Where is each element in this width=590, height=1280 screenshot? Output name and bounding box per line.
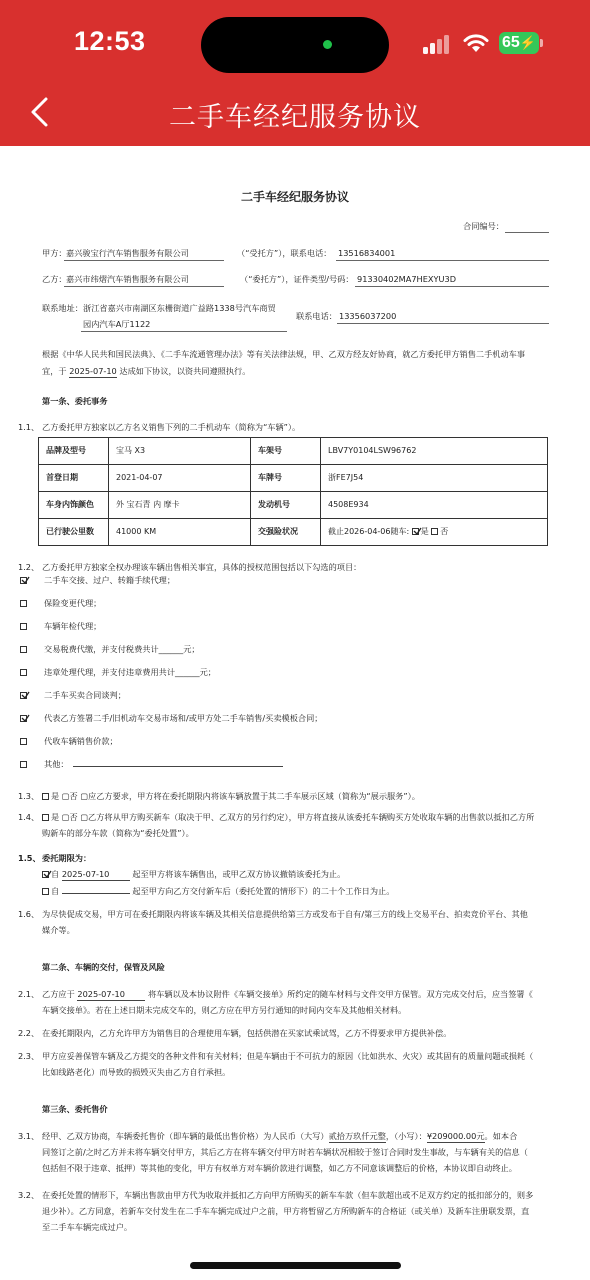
table-header-cell: 首登日期 [39,465,109,492]
clause-2-1-prefix: 乙方应于 [42,989,75,999]
term-b-prefix: 自 [51,886,60,896]
address-phone-label: 联系电话： [296,311,337,321]
insurance-cell [321,519,548,546]
authorization-option [20,758,283,770]
clause-1-4-number: 1.4、 [18,812,40,822]
authorization-option [20,689,126,701]
clause-3-2-line-3: 至二手车车辆完成过户。 [42,1222,133,1232]
article-2-title: 第二条、车辆的交付，保管及风险 [42,962,165,972]
clause-3-1-prefix: 经甲、乙双方协商，车辆委托售价（即车辆的最低出售价格）为人民币（大写） [42,1131,329,1141]
option-checkbox[interactable] [20,692,27,699]
clause-1-3-number: 1.3、 [18,791,40,801]
clause-2-2-text: 在委托期限内，乙方允许甲方为销售目的合理使用车辆，包括供潜在买家试乘试驾，乙方不得要求甲方提供补偿。 [42,1028,452,1038]
intro-line-2 [42,365,250,378]
contract-no-field [505,232,549,233]
term-option-b [42,884,394,897]
option-label: 代收车辆销售价款； [44,736,118,746]
table-row [39,492,548,519]
clause-2-3-text-1: 甲方应妥善保管车辆及乙方提交的各种文件和有关材料；但是车辆由于不可抗力的原因（比如洪水、火灾）或其固有的质量问题或损耗（ [42,1051,534,1061]
clause-3-2-line-1: 在委托处置的情形下，车辆出售款由甲方代为收取并抵扣乙方向甲方所购买的新车车款（但车款超出或不足双方约定的抵扣部分的，则多 [42,1190,534,1200]
authorization-option [20,597,101,609]
page-title: 二手车经纪服务协议 [169,102,421,133]
checkmark-icon [43,870,52,879]
clause-1-5-number: 1.5、 [18,853,41,863]
vehicle-info-table [38,437,548,546]
clause-3-1-line-3: 包括但不限于违章、抵押）等其他的变化，甲方有权单方对车辆价款进行调整，如乙方不同意该调整后的价格，本协议即自动终止。 [42,1163,517,1173]
clause-1-2-number: 1.2、 [18,562,40,572]
party-a-role: （“受托方”），联系电话： [237,248,332,258]
clause-1-3-line [42,790,420,802]
article-1-title: 第一条、委托事务 [42,396,108,406]
home-indicator[interactable] [190,1262,401,1269]
delivery-date: 2025-07-10 [77,988,145,1001]
clause-2-3-number: 2.3、 [18,1051,40,1061]
option-checkbox[interactable] [20,646,27,653]
reg-date-value: 2021-04-07 [109,465,251,492]
battery-tip [540,39,543,47]
term-b-checkbox[interactable] [42,888,49,895]
option-label: 二手车买卖合同谈判； [44,690,126,700]
price-numeric: ¥209000.00元 [427,1130,485,1143]
option-checkbox[interactable] [20,669,27,676]
clause-1-4-line [42,811,534,823]
clause-3-1-line-1 [42,1130,517,1143]
authorization-option [20,643,200,655]
clause-1-1-text: 乙方委托甲方独家以乙方名义销售下列的二手机动车（简称为“车辆”）。 [42,422,301,432]
checkmark-icon [413,527,422,536]
clause-3-1-line-2: 同签订之前/之时乙方并未将车辆交付甲方，其后乙方在将车辆交付甲方时若车辆状况相较于签订合同时发生事故，与车辆有关的信息（ [42,1147,528,1157]
vin-value: LBV7Y0104LSW96762 [321,438,548,465]
clause-3-1-mid: ，（小写）： [385,1131,427,1141]
table-header-cell: 车身内饰颜色 [39,492,109,519]
clause-2-1-line-1 [42,988,533,1001]
header-bar [0,0,590,146]
clause-1-6-text-1: 为尽快促成交易，甲方可在委托期限内将该车辆及其相关信息提供给第三方或发布于自有/第三方的线上交易平台、拍卖竞价平台、其他 [42,909,528,919]
clause-2-1-text-2: 车辆交接单》。若在上述日期未完成交车的，则乙方应在甲方另行通知的时间内交车及其他相关材料。 [42,1005,407,1015]
option-checkbox[interactable] [20,623,27,630]
clause-2-3-text-2: 比如线路老化）而导致的损毁灭失由乙方自行承担。 [42,1067,231,1077]
clause-2-1-number: 2.1、 [18,989,40,999]
address-line-1: 浙江省嘉兴市南湖区东栅街道广益路1338号汽车商贸 [83,303,276,313]
clause-1-2-text: 乙方委托甲方独家全权办理该车辆出售相关事宜，具体的授权范围包括以下勾选的项目： [42,562,362,572]
clause-1-5-title: 委托期限为： [42,853,92,863]
party-b-role: （“委托方”），证件类型/号码： [240,274,354,284]
address-underline [81,331,287,332]
clause-3-2-number: 3.2、 [18,1190,40,1200]
clause-3-1-tail: 。如本合 [484,1131,518,1141]
table-row [39,438,548,465]
authorization-option [20,712,322,724]
intro-date: 2025-07-10 [69,365,117,378]
insurance-yes-checkbox[interactable] [412,528,419,535]
address-label: 联系地址： [42,303,83,313]
authorization-option [20,574,175,586]
wifi-icon [462,31,490,53]
insurance-no-label: 否 [440,527,449,536]
address-phone: 13356037200 [339,311,397,321]
clause-1-4-yes-checkbox[interactable] [42,814,49,821]
table-header-cell: 车牌号 [251,465,321,492]
clause-2-2-number: 2.2、 [18,1028,40,1038]
status-bar [0,0,590,90]
party-a-phone-underline [336,260,549,261]
intro-line-1: 根据《中华人民共和国民法典》、《二手车流通管理办法》等有关法律法规，甲、乙双方经友好协商，就乙方委托甲方销售二手机动车事 [42,349,526,359]
party-a-phone: 13516834001 [338,248,396,258]
option-label: 二手车交接、过户、转籍手续代理； [44,575,176,585]
checkmark-icon [21,714,30,723]
contract-no-label: 合同编号： [463,221,504,231]
option-label: 交易税费代缴，并支付税费共计______元； [44,644,200,654]
party-a-name-underline [64,260,224,261]
party-b-name: 嘉兴市纬熠汽车销售服务有限公司 [66,274,189,284]
clause-1-3-text: 是 ▢否 ▢应乙方要求，甲方将在委托期限内将该车辆放置于其二手车展示区域（简称为“展示服务”）。 [51,791,420,801]
battery-level: 65 [502,34,520,51]
term-a-date: 2025-07-10 [62,868,130,881]
party-b-id: 91330402MA7HEXYU3D [357,274,456,284]
clause-1-4-text-1: 是 ▢否 ▢乙方将从甲方购买新车（取决于甲、乙双方的另行约定），甲方将直接从该委托车辆购买方处收取车辆的出售款以抵扣乙方所 [51,812,535,822]
address-line-2: 园内汽车A厅1122 [83,319,151,329]
table-row [39,465,548,492]
clause-3-2-line-2: 退少补）。乙方同意，若新车交付发生在二手车车辆完成过户之前，甲方将暂留乙方所购新车的合格证（或关单）及新车注册联发票，直 [42,1206,530,1216]
authorization-option [20,666,216,678]
option-label: 保险变更代理； [44,598,102,608]
brand-value: 宝马 X3 [109,438,251,465]
table-header-cell: 发动机号 [251,492,321,519]
intro-suffix: 达成如下协议，以资共同遵照执行。 [119,366,251,376]
option-checkbox[interactable] [20,738,27,745]
color-value: 外 宝石青 内 摩卡 [109,492,251,519]
table-header-cell: 交强险状况 [251,519,321,546]
authorization-option [20,735,118,747]
option-checkbox[interactable] [20,577,27,584]
camera-indicator-icon [323,40,332,49]
term-a-text: 起至甲方将该车辆售出，或甲乙双方协议撤销该委托为止。 [132,869,346,879]
document-title: 二手车经纪服务协议 [240,190,349,204]
price-uppercase: 贰拾万玖仟元整 [329,1130,386,1143]
option-label: 车辆年检代理； [44,621,102,631]
clause-1-6-number: 1.6、 [18,909,40,919]
mileage-value: 41000 KM [109,519,251,546]
battery-icon: 65 ⚡ [499,32,539,54]
status-time: 12:53 [74,26,146,56]
table-header-cell: 车架号 [251,438,321,465]
agreement-document [0,146,590,1280]
party-b-label: 乙方： [42,274,67,284]
article-3-title: 第三条、委托售价 [42,1104,108,1114]
option-label: 代表乙方签署二手/旧机动车交易市场和/或甲方处二手车销售/买卖模板合同； [44,713,323,723]
party-a-label: 甲方： [42,248,67,258]
signal-icon [423,34,451,54]
clause-1-3-yes-checkbox[interactable] [42,793,49,800]
checkmark-icon [21,691,30,700]
party-b-id-underline [355,286,549,287]
term-b-text: 起至甲方向乙方交付新车后（委托处置的情形下）的二十个工作日为止。 [132,886,395,896]
option-label: 违章处理代理，并支付违章费用共计______元； [44,667,216,677]
option-label: 其他： [44,759,69,769]
party-b-name-underline [64,286,224,287]
term-a-checkbox[interactable] [42,871,49,878]
clause-1-1-number: 1.1、 [18,422,40,432]
checkmark-icon [21,576,30,585]
term-option-a [42,868,345,881]
engine-value: 4508E934 [321,492,548,519]
option-checkbox[interactable] [20,715,27,722]
intro-prefix: 宜，于 [42,366,67,376]
term-a-prefix: 自 [51,869,60,879]
table-row [39,519,548,546]
table-header-cell: 品牌及型号 [39,438,109,465]
clause-2-1-text: 将车辆以及本协议附件《车辆交接单》所约定的随车材料与文件交甲方保管。双方完成交付后，应当签署《 [147,989,533,999]
plate-value: 浙FE7J54 [321,465,548,492]
dynamic-island [201,17,389,73]
option-checkbox[interactable] [20,600,27,607]
clause-1-6-text-2: 媒介等。 [42,925,75,935]
insurance-yes-label: 是 [420,527,429,536]
insurance-no-checkbox[interactable] [431,528,438,535]
clause-3-1-number: 3.1、 [18,1131,40,1141]
address-phone-underline [337,323,549,324]
term-b-date-field [62,884,130,894]
clause-1-4-text-2: 购新车的部分车款（简称为“委托处置”）。 [42,828,194,838]
table-header-cell: 已行驶公里数 [39,519,109,546]
other-option-field[interactable] [73,758,283,767]
option-checkbox[interactable] [20,761,27,768]
authorization-option [20,620,101,632]
party-a-name: 嘉兴骏宝行汽车销售服务有限公司 [66,248,189,258]
insurance-value: 截止2026-04-06随车: [328,527,410,536]
